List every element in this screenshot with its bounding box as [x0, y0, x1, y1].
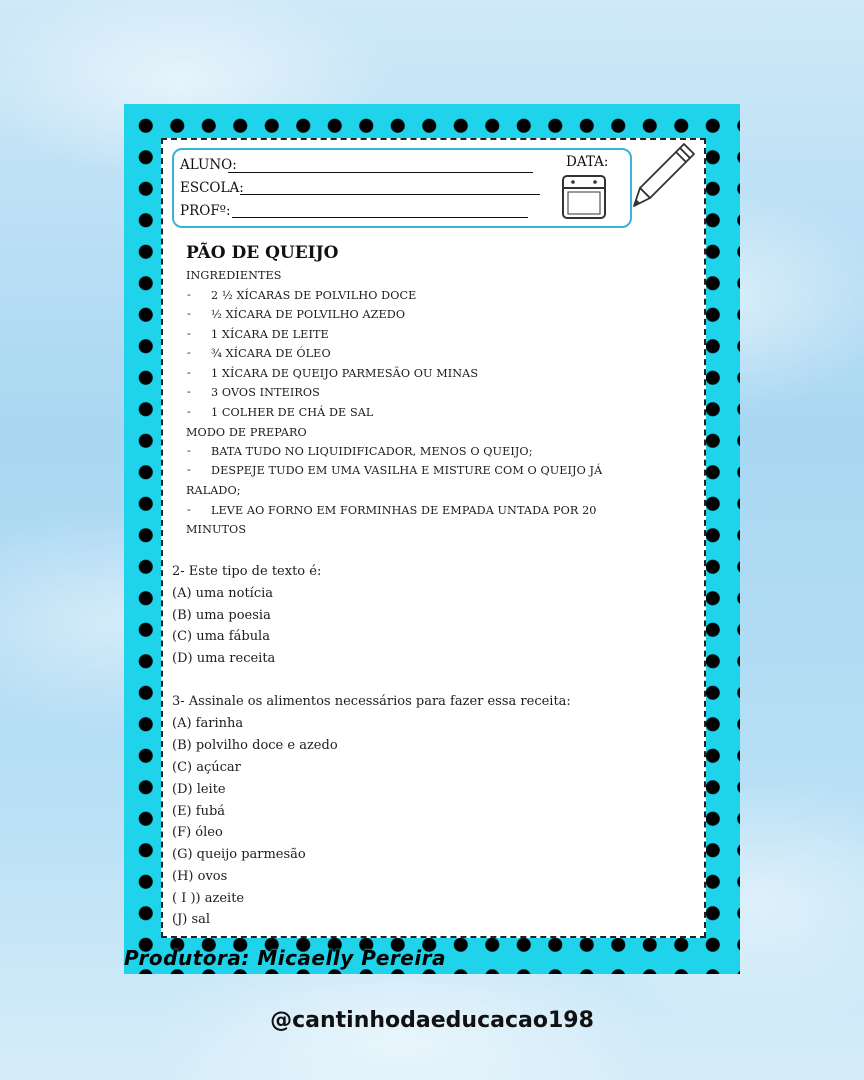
aluno-line	[228, 172, 533, 173]
ingredients-heading: INGREDIENTES	[186, 269, 282, 282]
instagram-handle: @cantinhodaeducacao198	[270, 1008, 594, 1033]
method-step-continued: RALADO;	[186, 484, 241, 497]
method-step-continued: MINUTOS	[186, 523, 247, 536]
method-step: DESPEJE TUDO EM UMA VASILHA E MISTURE COM O QUEIJO JÁ	[211, 464, 603, 477]
data-label: DATA:	[566, 154, 609, 170]
question-3-option: (D) leite	[172, 782, 226, 797]
question-3-option: (G) queijo parmesão	[172, 847, 306, 862]
bullet: -	[187, 503, 191, 516]
bullet: -	[187, 463, 191, 476]
question-3-option: (A) farinha	[172, 716, 244, 731]
method-step: LEVE AO FORNO EM FORMINHAS DE EMPADA UNTADA POR 20	[211, 504, 597, 517]
bullet: -	[187, 327, 191, 340]
ingredient-item: 2 ½ XÍCARAS DE POLVILHO DOCE	[211, 289, 417, 302]
question-2-prompt: 2- Este tipo de texto é:	[172, 564, 322, 579]
prof-label: PROFº:	[180, 203, 231, 219]
author-credit: Produtora: Micaelly Pereira	[124, 946, 447, 970]
question-2-option: (D) uma receita	[172, 651, 276, 666]
question-2-option: (A) uma notícia	[172, 586, 274, 601]
bullet: -	[187, 405, 191, 418]
ingredient-item: 1 XÍCARA DE QUEIJO PARMESÃO OU MINAS	[211, 367, 479, 380]
ingredient-item: 1 COLHER DE CHÁ DE SAL	[211, 406, 374, 419]
ingredient-item: 1 XÍCARA DE LEITE	[211, 328, 329, 341]
question-2-option: (C) uma fábula	[172, 629, 270, 644]
ingredient-item: 3 OVOS INTEIROS	[211, 386, 320, 399]
pencil-icon	[628, 140, 698, 212]
question-3-option: (F) óleo	[172, 825, 223, 840]
aluno-label: ALUNO:	[180, 157, 237, 173]
bullet: -	[187, 307, 191, 320]
method-step: BATA TUDO NO LIQUIDIFICADOR, MENOS O QUEIJO;	[211, 445, 533, 458]
ingredient-item: ¾ XÍCARA DE ÓLEO	[211, 347, 331, 360]
bullet: -	[187, 385, 191, 398]
recipe-title: PÃO DE QUEIJO	[186, 243, 339, 263]
prof-line	[232, 217, 528, 218]
question-3-option: (J) sal	[172, 912, 211, 927]
bullet: -	[187, 288, 191, 301]
escola-line	[240, 194, 540, 195]
bullet: -	[187, 366, 191, 379]
question-3-option: (B) polvilho doce e azedo	[172, 738, 338, 753]
question-3-prompt: 3- Assinale os alimentos necessários para fazer essa receita:	[172, 694, 571, 709]
question-3-option: (C) açúcar	[172, 760, 241, 775]
calendar-icon	[561, 172, 607, 220]
question-3-option: ( I )) azeite	[172, 891, 245, 906]
question-3-option: (E) fubá	[172, 804, 226, 819]
method-heading: MODO DE PREPARO	[186, 426, 307, 439]
escola-label: ESCOLA:	[180, 180, 244, 196]
bullet: -	[187, 444, 191, 457]
bullet: -	[187, 346, 191, 359]
question-2-option: (B) uma poesia	[172, 608, 271, 623]
ingredient-item: ½ XÍCARA DE POLVILHO AZEDO	[211, 308, 406, 321]
question-3-option: (H) ovos	[172, 869, 228, 884]
